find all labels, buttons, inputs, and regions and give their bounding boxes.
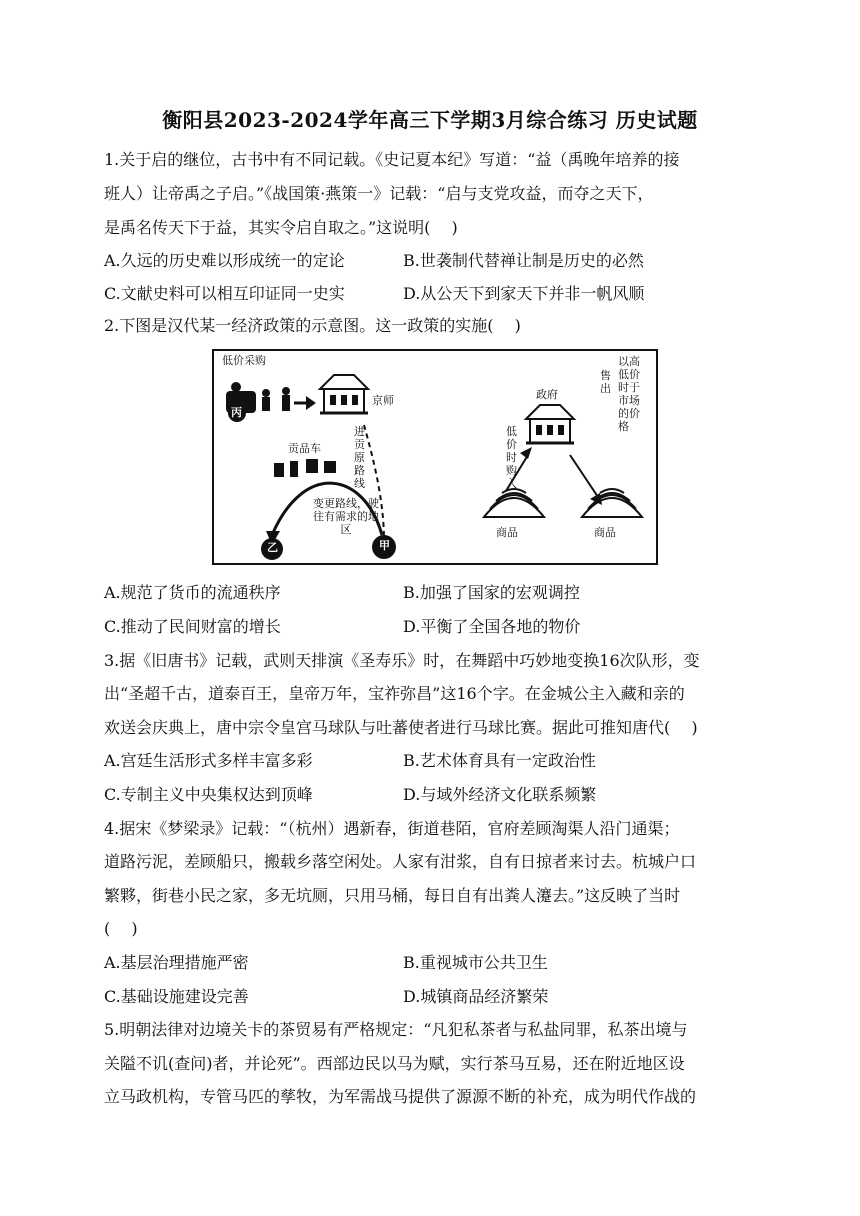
q3-stem-line-2: 出“圣超千古，道泰百王，皇帝万年，宝祚弥昌”这16个字。在金城公主入藏和亲的 <box>104 684 685 703</box>
government-building-icon <box>526 405 574 443</box>
goods-pile-left-icon <box>484 489 544 517</box>
original-route-label: 进贡原路线 <box>354 425 365 490</box>
jia-label: 甲 <box>379 539 390 552</box>
q1-option-d[interactable]: D.从公天下到家天下并非一帆风顺 <box>403 284 645 303</box>
goods-right-label: 商品 <box>594 526 616 539</box>
goods-left-label: 商品 <box>496 526 518 539</box>
q4-option-c[interactable]: C.基础设施建设完善 <box>104 987 249 1006</box>
q3-option-a[interactable]: A.宫廷生活形式多样丰富多彩 <box>104 751 313 770</box>
q2-policy-diagram <box>212 349 658 565</box>
government-label: 政府 <box>536 388 558 401</box>
q4-stem-line-1: 4.据宋《梦梁录》记载：“（杭州）遇新春，街道巷陌，官府差顾淘渠人沿门通渠； <box>104 819 680 838</box>
exam-title: 衡阳县2023-2024学年高三下学期3月综合练习 历史试题 <box>162 108 698 132</box>
q3-option-d[interactable]: D.与域外经济文化联系频繁 <box>403 785 597 804</box>
q4-option-b[interactable]: B.重视城市公共卫生 <box>403 953 548 972</box>
arrow-right-icon <box>306 396 316 410</box>
goods-pile-right-icon <box>582 489 642 517</box>
capital-label: 京师 <box>372 394 394 407</box>
q3-option-c[interactable]: C.专制主义中央集权达到顶峰 <box>104 785 313 804</box>
q3-stem-line-3: 欢送会庆典上，唐中宗令皇宫马球队与吐蕃使者进行马球比赛。据此可推知唐代( ) <box>104 718 698 737</box>
q3-stem-line-1: 3.据《旧唐书》记载，武则天排演《圣寿乐》时，在舞蹈中巧妙地变换16次队形，变 <box>104 651 700 670</box>
q2-option-c[interactable]: C.推动了民间财富的增长 <box>104 617 281 636</box>
q1-stem-line-2: 班人）让帝禹之子启。”《战国策·燕策一》记载：“启与支党攻益，而夺之天下， <box>104 184 654 203</box>
q2-option-d[interactable]: D.平衡了全国各地的物价 <box>403 617 581 636</box>
yi-label: 乙 <box>267 541 278 554</box>
changed-route-label: 变更路线，驶往有需求的地区 <box>313 497 379 536</box>
q1-option-b[interactable]: B.世袭制代替禅让制是历史的必然 <box>403 251 644 270</box>
q2-stem-line-1: 2.下图是汉代某一经济政策的示意图。这一政策的实施( ) <box>104 316 521 335</box>
buy-low-label: 低价时购入 <box>506 425 517 490</box>
q1-option-a[interactable]: A.久远的历史难以形成统一的定论 <box>104 251 345 270</box>
q1-option-c[interactable]: C.文献史料可以相互印证同一史实 <box>104 284 345 303</box>
q5-stem-line-1: 5.明朝法律对边境关卡的茶贸易有严格规定：“凡犯私茶者与私盐同罪，私茶出境与 <box>104 1020 688 1039</box>
tribute-cart-label: 贡品车 <box>288 442 321 455</box>
q4-option-a[interactable]: A.基层治理措施严密 <box>104 953 249 972</box>
arrow-up-icon <box>520 447 532 459</box>
q3-option-b[interactable]: B.艺术体育具有一定政治性 <box>403 751 596 770</box>
q4-stem-line-4: ( ) <box>104 919 138 938</box>
sell-out-label: 售出 <box>600 369 611 395</box>
q1-stem-line-1: 1.关于启的继位，古书中有不同记载。《史记夏本纪》写道：“益（禹晚年培养的接 <box>104 150 680 169</box>
q5-stem-line-3: 立马政机构，专管马匹的孳牧，为军需战马提供了源源不断的补充，成为明代作战的 <box>104 1087 697 1106</box>
q4-stem-line-3: 繁夥，街巷小民之家，多无坑厕，只用马桶，每日自有出粪人瀽去。”这反映了当时 <box>104 886 681 905</box>
q2-option-b[interactable]: B.加强了国家的宏观调控 <box>403 583 580 602</box>
q1-stem-line-3: 是禹名传天下于益，其实令启自取之。”这说明( ) <box>104 218 458 237</box>
capital-building-icon <box>320 375 368 413</box>
q4-stem-line-2: 道路污泥，差顾船只，搬载乡落空闲处。人家有泔浆，自有日掠者来讨去。杭城户口 <box>104 852 697 871</box>
q2-diagram-drawing <box>214 351 656 563</box>
q2-option-a[interactable]: A.规范了货币的流通秩序 <box>104 583 281 602</box>
q5-stem-line-2: 关隘不讥(查问)者，并论死”。西部边民以马为赋，实行茶马互易，还在附近地区设 <box>104 1054 685 1073</box>
low-buy-label: 低价采购 <box>222 354 266 367</box>
bing-label: 丙 <box>231 406 242 419</box>
sell-high-label: 以高低价时于市场的价格 <box>618 355 640 433</box>
q4-option-d[interactable]: D.城镇商品经济繁荣 <box>403 987 549 1006</box>
tribute-cart-icon <box>274 459 336 477</box>
